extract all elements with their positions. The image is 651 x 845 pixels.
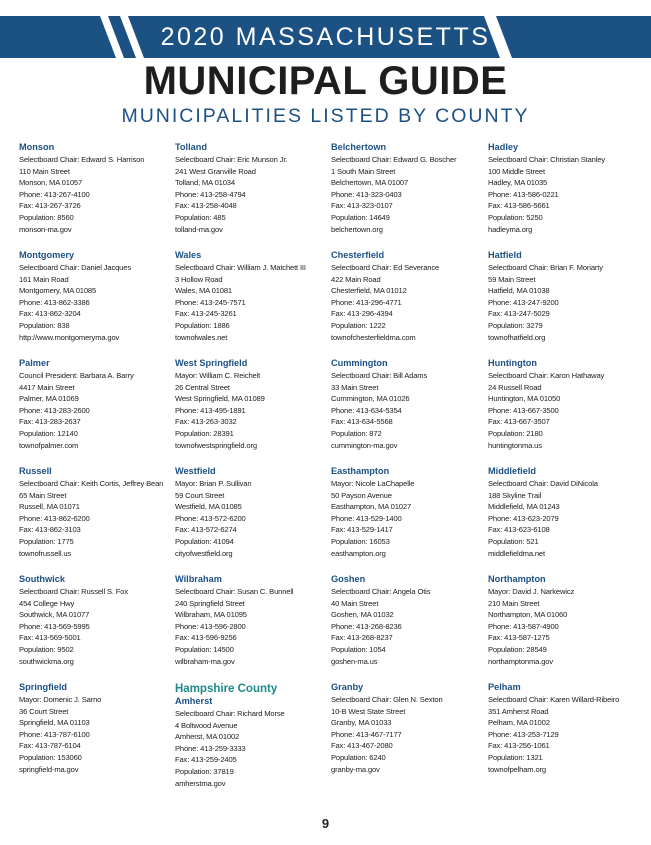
municipality-website: monson-ma.gov: [19, 224, 72, 234]
municipality-phone: Phone: 413-623-2079: [488, 513, 559, 523]
municipality-fax: Fax: 413-862-3204: [19, 309, 81, 319]
municipality-name: Cummington: [331, 358, 388, 368]
municipality-population: Population: 2180: [488, 428, 543, 438]
municipality-street-address: 4417 Main Street: [19, 382, 75, 392]
municipality-website: goshen-ma.us: [331, 656, 378, 666]
municipality-entry: [175, 682, 331, 789]
municipality-phone: Phone: 413-253-7129: [488, 729, 559, 739]
municipality-name: Hatfield: [488, 250, 522, 260]
municipality-name: Tolland: [175, 142, 207, 152]
municipality-city-state-zip: Wilbraham, MA 01095: [175, 610, 247, 620]
municipality-fax: Fax: 413-587-1275: [488, 633, 550, 643]
header-banner: [0, 16, 651, 58]
municipality-website: wilbraham-ma.gov: [175, 656, 235, 666]
municipality-phone: Phone: 413-259-3333: [175, 743, 246, 753]
municipality-fax: Fax: 413-667-3507: [488, 417, 550, 427]
municipality-city-state-zip: Granby, MA 01033: [331, 718, 392, 728]
municipality-name: Russell: [19, 466, 52, 476]
municipality-street-address: 454 College Hwy: [19, 598, 75, 608]
municipality-street-address: 10-B West State Street: [331, 706, 406, 716]
municipality-street-address: 24 Russell Road: [488, 382, 542, 392]
municipality-street-address: 351 Amherst Road: [488, 706, 549, 716]
municipality-fax: Fax: 413-296-4394: [331, 309, 393, 319]
municipality-fax: Fax: 413-256-1061: [488, 741, 550, 751]
municipality-phone: Phone: 413-268-8236: [331, 621, 402, 631]
municipality-fax: Fax: 413-586-5661: [488, 201, 550, 211]
municipality-official: Selectboard Chair: David DiNicola: [488, 479, 598, 488]
municipality-official: Mayor: Nicole LaChapelle: [331, 479, 415, 488]
municipality-website: southwickma.org: [19, 656, 74, 666]
municipality-street-address: 210 Main Street: [488, 598, 540, 608]
municipality-website: springfield-ma.gov: [19, 764, 79, 774]
municipality-population: Population: 9502: [19, 644, 74, 654]
municipality-phone: Phone: 413-862-3386: [19, 297, 90, 307]
municipality-city-state-zip: Belchertown, MA 01007: [331, 178, 409, 188]
municipality-name: Southwick: [19, 574, 65, 584]
municipality-website: cityofwestfield.org: [175, 548, 233, 558]
municipality-entry: [488, 466, 644, 559]
municipality-name: Pelham: [488, 682, 521, 692]
municipality-street-address: 4 Boltwood Avenue: [175, 720, 238, 730]
municipality-city-state-zip: Hadley, MA 01035: [488, 178, 548, 188]
municipality-entry: [331, 250, 487, 343]
municipality-entry: [19, 466, 175, 559]
municipality-official: Selectboard Chair: Richard Morse: [175, 709, 285, 718]
municipality-city-state-zip: West Springfield, MA 01089: [175, 394, 265, 404]
municipality-fax: Fax: 413-529-1417: [331, 525, 393, 535]
municipality-official: Council President: Barbara A. Barry: [19, 371, 134, 380]
municipality-city-state-zip: Russell, MA 01071: [19, 502, 80, 512]
municipality-city-state-zip: Northampton, MA 01060: [488, 610, 568, 620]
municipality-population: Population: 838: [19, 320, 70, 330]
municipality-entry: [331, 466, 487, 559]
municipality-population: Population: 14649: [331, 212, 390, 222]
municipality-phone: Phone: 413-667-3500: [488, 405, 559, 415]
municipality-official: Selectboard Chair: Ed Severance: [331, 263, 440, 272]
municipality-fax: Fax: 413-623-6108: [488, 525, 550, 535]
municipality-website: townofpelham.org: [488, 764, 546, 774]
municipality-name: Easthampton: [331, 466, 390, 476]
municipality-entry: [488, 574, 644, 667]
municipality-city-state-zip: Amherst, MA 01002: [175, 732, 240, 742]
municipality-phone: Phone: 413-862-6200: [19, 513, 90, 523]
page-number: 9: [321, 816, 330, 831]
municipality-city-state-zip: Goshen, MA 01032: [331, 610, 394, 620]
municipality-street-address: 26 Central Street: [175, 382, 230, 392]
municipality-phone: Phone: 413-247-9200: [488, 297, 559, 307]
municipality-street-address: 100 Middle Street: [488, 166, 545, 176]
municipality-phone: Phone: 413-323-0403: [331, 189, 402, 199]
municipality-street-address: 241 West Granville Road: [175, 166, 256, 176]
municipality-website: northamptonma.gov: [488, 656, 553, 666]
municipality-fax: Fax: 413-569-5001: [19, 633, 81, 643]
municipality-official: Selectboard Chair: William J. Matchett III: [175, 263, 306, 272]
municipality-phone: Phone: 413-787-6100: [19, 729, 90, 739]
municipality-name: Springfield: [19, 682, 67, 692]
municipality-street-address: 422 Main Road: [331, 274, 381, 284]
municipality-fax: Fax: 413-259-2405: [175, 755, 237, 765]
municipality-city-state-zip: Montgomery, MA 01085: [19, 286, 97, 296]
municipality-official: Mayor: Domenic J. Sarno: [19, 695, 102, 704]
municipality-official: Selectboard Chair: Eric Munson Jr.: [175, 155, 288, 164]
municipality-official: Selectboard Chair: Christian Stanley: [488, 155, 606, 164]
municipality-fax: Fax: 413-245-3261: [175, 309, 237, 319]
municipality-website: townofwestspringfield.org: [175, 440, 257, 450]
municipality-website: amherstma.gov: [175, 778, 226, 788]
municipality-website: middlefieldma.net: [488, 548, 545, 558]
municipality-population: Population: 3279: [488, 320, 543, 330]
municipality-city-state-zip: Huntington, MA 01050: [488, 394, 561, 404]
municipality-website: tolland-ma.gov: [175, 224, 223, 234]
municipality-street-address: 1 South Main Street: [331, 166, 396, 176]
municipality-name: Granby: [331, 682, 364, 692]
municipality-entry: [19, 574, 175, 667]
municipality-fax: Fax: 413-862-3103: [19, 525, 81, 535]
municipality-city-state-zip: Cummington, MA 01026: [331, 394, 410, 404]
banner-title: 2020 MASSACHUSETTS: [160, 23, 491, 51]
municipality-entry: [331, 358, 487, 451]
municipality-website: easthampton.org: [331, 548, 386, 558]
municipality-entry: [175, 358, 331, 451]
municipality-population: Population: 1054: [331, 644, 386, 654]
municipality-city-state-zip: Springfield, MA 01103: [19, 718, 90, 728]
municipality-official: Selectboard Chair: Angela Otis: [331, 587, 431, 596]
municipality-fax: Fax: 413-268-8237: [331, 633, 393, 643]
municipality-website: townofchesterfieldma.com: [331, 332, 416, 342]
municipality-population: Population: 5250: [488, 212, 543, 222]
municipality-entry: [19, 250, 175, 343]
municipality-name: Middlefield: [488, 466, 536, 476]
municipality-street-address: 188 Skyline Trail: [488, 490, 542, 500]
municipality-city-state-zip: Hatfield, MA 01038: [488, 286, 550, 296]
municipality-population: Population: 8560: [19, 212, 74, 222]
municipality-phone: Phone: 413-283-2600: [19, 405, 90, 415]
municipality-population: Population: 153060: [19, 752, 82, 762]
municipality-street-address: 50 Payson Avenue: [331, 490, 392, 500]
municipality-website: townofhatfield.org: [488, 332, 546, 342]
municipality-phone: Phone: 413-596-2800: [175, 621, 246, 631]
municipality-name: Westfield: [175, 466, 216, 476]
municipality-city-state-zip: Wales, MA 01081: [175, 286, 232, 296]
municipality-phone: Phone: 413-467-7177: [331, 729, 402, 739]
municipality-official: Selectboard Chair: Edward G. Boscher: [331, 155, 457, 164]
municipality-name: Amherst: [175, 696, 213, 706]
municipality-population: Population: 14500: [175, 644, 234, 654]
municipality-official: Selectboard Chair: Karen Willard-Ribeiro: [488, 695, 620, 704]
municipality-entry: [331, 574, 487, 667]
municipality-phone: Phone: 413-572-6200: [175, 513, 246, 523]
municipality-fax: Fax: 413-634-5568: [331, 417, 393, 427]
municipality-website: http://www.montgomeryma.gov: [19, 332, 120, 342]
municipality-entry: [175, 142, 331, 235]
municipality-website: cummington-ma.gov: [331, 440, 398, 450]
page-title: MUNICIPAL GUIDE: [143, 59, 508, 103]
municipality-phone: Phone: 413-529-1400: [331, 513, 402, 523]
municipality-official: Selectboard Chair: Brian F. Moriarty: [488, 263, 603, 272]
municipality-city-state-zip: Monson, MA 01057: [19, 178, 83, 188]
municipality-city-state-zip: Middlefield, MA 01243: [488, 502, 560, 512]
municipality-fax: Fax: 413-283-2637: [19, 417, 81, 427]
municipality-phone: Phone: 413-586-0221: [488, 189, 559, 199]
municipality-name: Northampton: [488, 574, 546, 584]
municipality-official: Selectboard Chair: Susan C. Bunnell: [175, 587, 294, 596]
municipality-population: Population: 16053: [331, 536, 390, 546]
municipality-city-state-zip: Pelham, MA 01002: [488, 718, 550, 728]
municipality-population: Population: 41094: [175, 536, 234, 546]
municipality-fax: Fax: 413-467-2080: [331, 741, 393, 751]
municipality-population: Population: 28549: [488, 644, 547, 654]
municipality-fax: Fax: 413-263-3032: [175, 417, 237, 427]
municipality-official: Selectboard Chair: Bill Adams: [331, 371, 428, 380]
municipality-phone: Phone: 413-296-4771: [331, 297, 402, 307]
municipality-fax: Fax: 413-596-9256: [175, 633, 237, 643]
municipality-name: Goshen: [331, 574, 366, 584]
municipality-website: townofwales.net: [175, 332, 228, 342]
municipality-website: belchertown.org: [331, 224, 383, 234]
municipality-phone: Phone: 413-245-7571: [175, 297, 246, 307]
municipality-population: Population: 521: [488, 536, 539, 546]
municipality-city-state-zip: Westfield, MA 01085: [175, 502, 242, 512]
municipality-phone: Phone: 413-634-5354: [331, 405, 402, 415]
municipality-population: Population: 1775: [19, 536, 74, 546]
municipality-city-state-zip: Easthampton, MA 01027: [331, 502, 412, 512]
municipality-street-address: 36 Court Street: [19, 706, 69, 716]
municipality-name: West Springfield: [175, 358, 248, 368]
municipality-entry: [175, 466, 331, 559]
municipality-official: Selectboard Chair: Karon Hathaway: [488, 371, 605, 380]
municipality-street-address: 40 Main Street: [331, 598, 379, 608]
municipality-name: Chesterfield: [331, 250, 385, 260]
municipality-street-address: 59 Court Street: [175, 490, 225, 500]
municipality-population: Population: 1321: [488, 752, 543, 762]
municipality-official: Selectboard Chair: Glen N. Sexton: [331, 695, 443, 704]
municipality-population: Population: 1886: [175, 320, 230, 330]
municipality-population: Population: 485: [175, 212, 226, 222]
municipality-phone: Phone: 413-569-5995: [19, 621, 90, 631]
municipality-population: Population: 28391: [175, 428, 234, 438]
municipality-population: Population: 6240: [331, 752, 386, 762]
municipality-name: Montgomery: [19, 250, 75, 260]
municipality-phone: Phone: 413-495-1891: [175, 405, 246, 415]
municipality-entry: [488, 142, 644, 235]
municipality-official: Mayor: William C. Reichelt: [175, 371, 261, 380]
county-heading: Hampshire County: [175, 683, 278, 695]
municipality-entry: [19, 142, 175, 235]
municipality-entry: [488, 250, 644, 343]
municipality-entry: [331, 682, 487, 775]
municipality-population: Population: 1222: [331, 320, 386, 330]
municipality-fax: Fax: 413-247-5029: [488, 309, 550, 319]
municipality-entry: [175, 574, 331, 667]
municipality-phone: Phone: 413-267-4100: [19, 189, 90, 199]
municipality-entry: [19, 682, 175, 775]
municipality-official: Selectboard Chair: Keith Cortis, Jeffrey Bean: [19, 479, 164, 488]
municipality-name: Hadley: [488, 142, 519, 152]
municipality-entry: [19, 358, 175, 451]
municipality-official: Selectboard Chair: Daniel Jacques: [19, 263, 131, 272]
municipality-street-address: 33 Main Street: [331, 382, 379, 392]
municipality-official: Selectboard Chair: Edward S. Harrison: [19, 155, 145, 164]
municipality-population: Population: 872: [331, 428, 382, 438]
municipality-street-address: 3 Hollow Road: [175, 274, 223, 284]
municipality-phone: Phone: 413-587-4900: [488, 621, 559, 631]
municipality-street-address: 161 Main Road: [19, 274, 69, 284]
municipality-fax: Fax: 413-267-3726: [19, 201, 81, 211]
municipality-name: Palmer: [19, 358, 50, 368]
municipality-street-address: 110 Main Street: [19, 166, 70, 176]
municipality-name: Wales: [175, 250, 202, 260]
municipality-city-state-zip: Tolland, MA 01034: [175, 178, 235, 188]
municipality-city-state-zip: Southwick, MA 01077: [19, 610, 90, 620]
municipality-street-address: 65 Main Street: [19, 490, 67, 500]
municipality-fax: Fax: 413-572-6274: [175, 525, 237, 535]
municipality-official: Mayor: David J. Narkewicz: [488, 587, 575, 596]
municipality-fax: Fax: 413-258-4048: [175, 201, 237, 211]
municipality-name: Belchertown: [331, 142, 387, 152]
municipality-city-state-zip: Palmer, MA 01069: [19, 394, 79, 404]
municipality-fax: Fax: 413-787-6104: [19, 741, 81, 751]
municipality-name: Huntington: [488, 358, 537, 368]
municipality-entry: [175, 250, 331, 343]
municipality-street-address: 240 Springfield Street: [175, 598, 245, 608]
municipality-official: Mayor: Brian P. Sullivan: [175, 479, 252, 488]
municipality-website: townofpalmer.com: [19, 440, 79, 450]
page-subtitle: MUNICIPALITIES LISTED BY COUNTY: [121, 105, 530, 127]
municipality-website: granby-ma.gov: [331, 764, 380, 774]
municipality-website: hadleyma.org: [488, 224, 533, 234]
municipality-entry: [331, 142, 487, 235]
municipality-website: townofrussell.us: [19, 548, 72, 558]
municipality-official: Selectboard Chair: Russell S. Fox: [19, 587, 129, 596]
municipality-website: huntingtonma.us: [488, 440, 542, 450]
municipality-entry: [488, 358, 644, 451]
municipality-fax: Fax: 413-323-0107: [331, 201, 393, 211]
municipality-city-state-zip: Chesterfield, MA 01012: [331, 286, 407, 296]
municipality-name: Monson: [19, 142, 55, 152]
municipality-entry: [488, 682, 644, 775]
municipality-name: Wilbraham: [175, 574, 222, 584]
municipality-population: Population: 12140: [19, 428, 78, 438]
municipality-phone: Phone: 413-258-4794: [175, 189, 246, 199]
municipality-population: Population: 37819: [175, 766, 234, 776]
municipality-street-address: 59 Main Street: [488, 274, 536, 284]
